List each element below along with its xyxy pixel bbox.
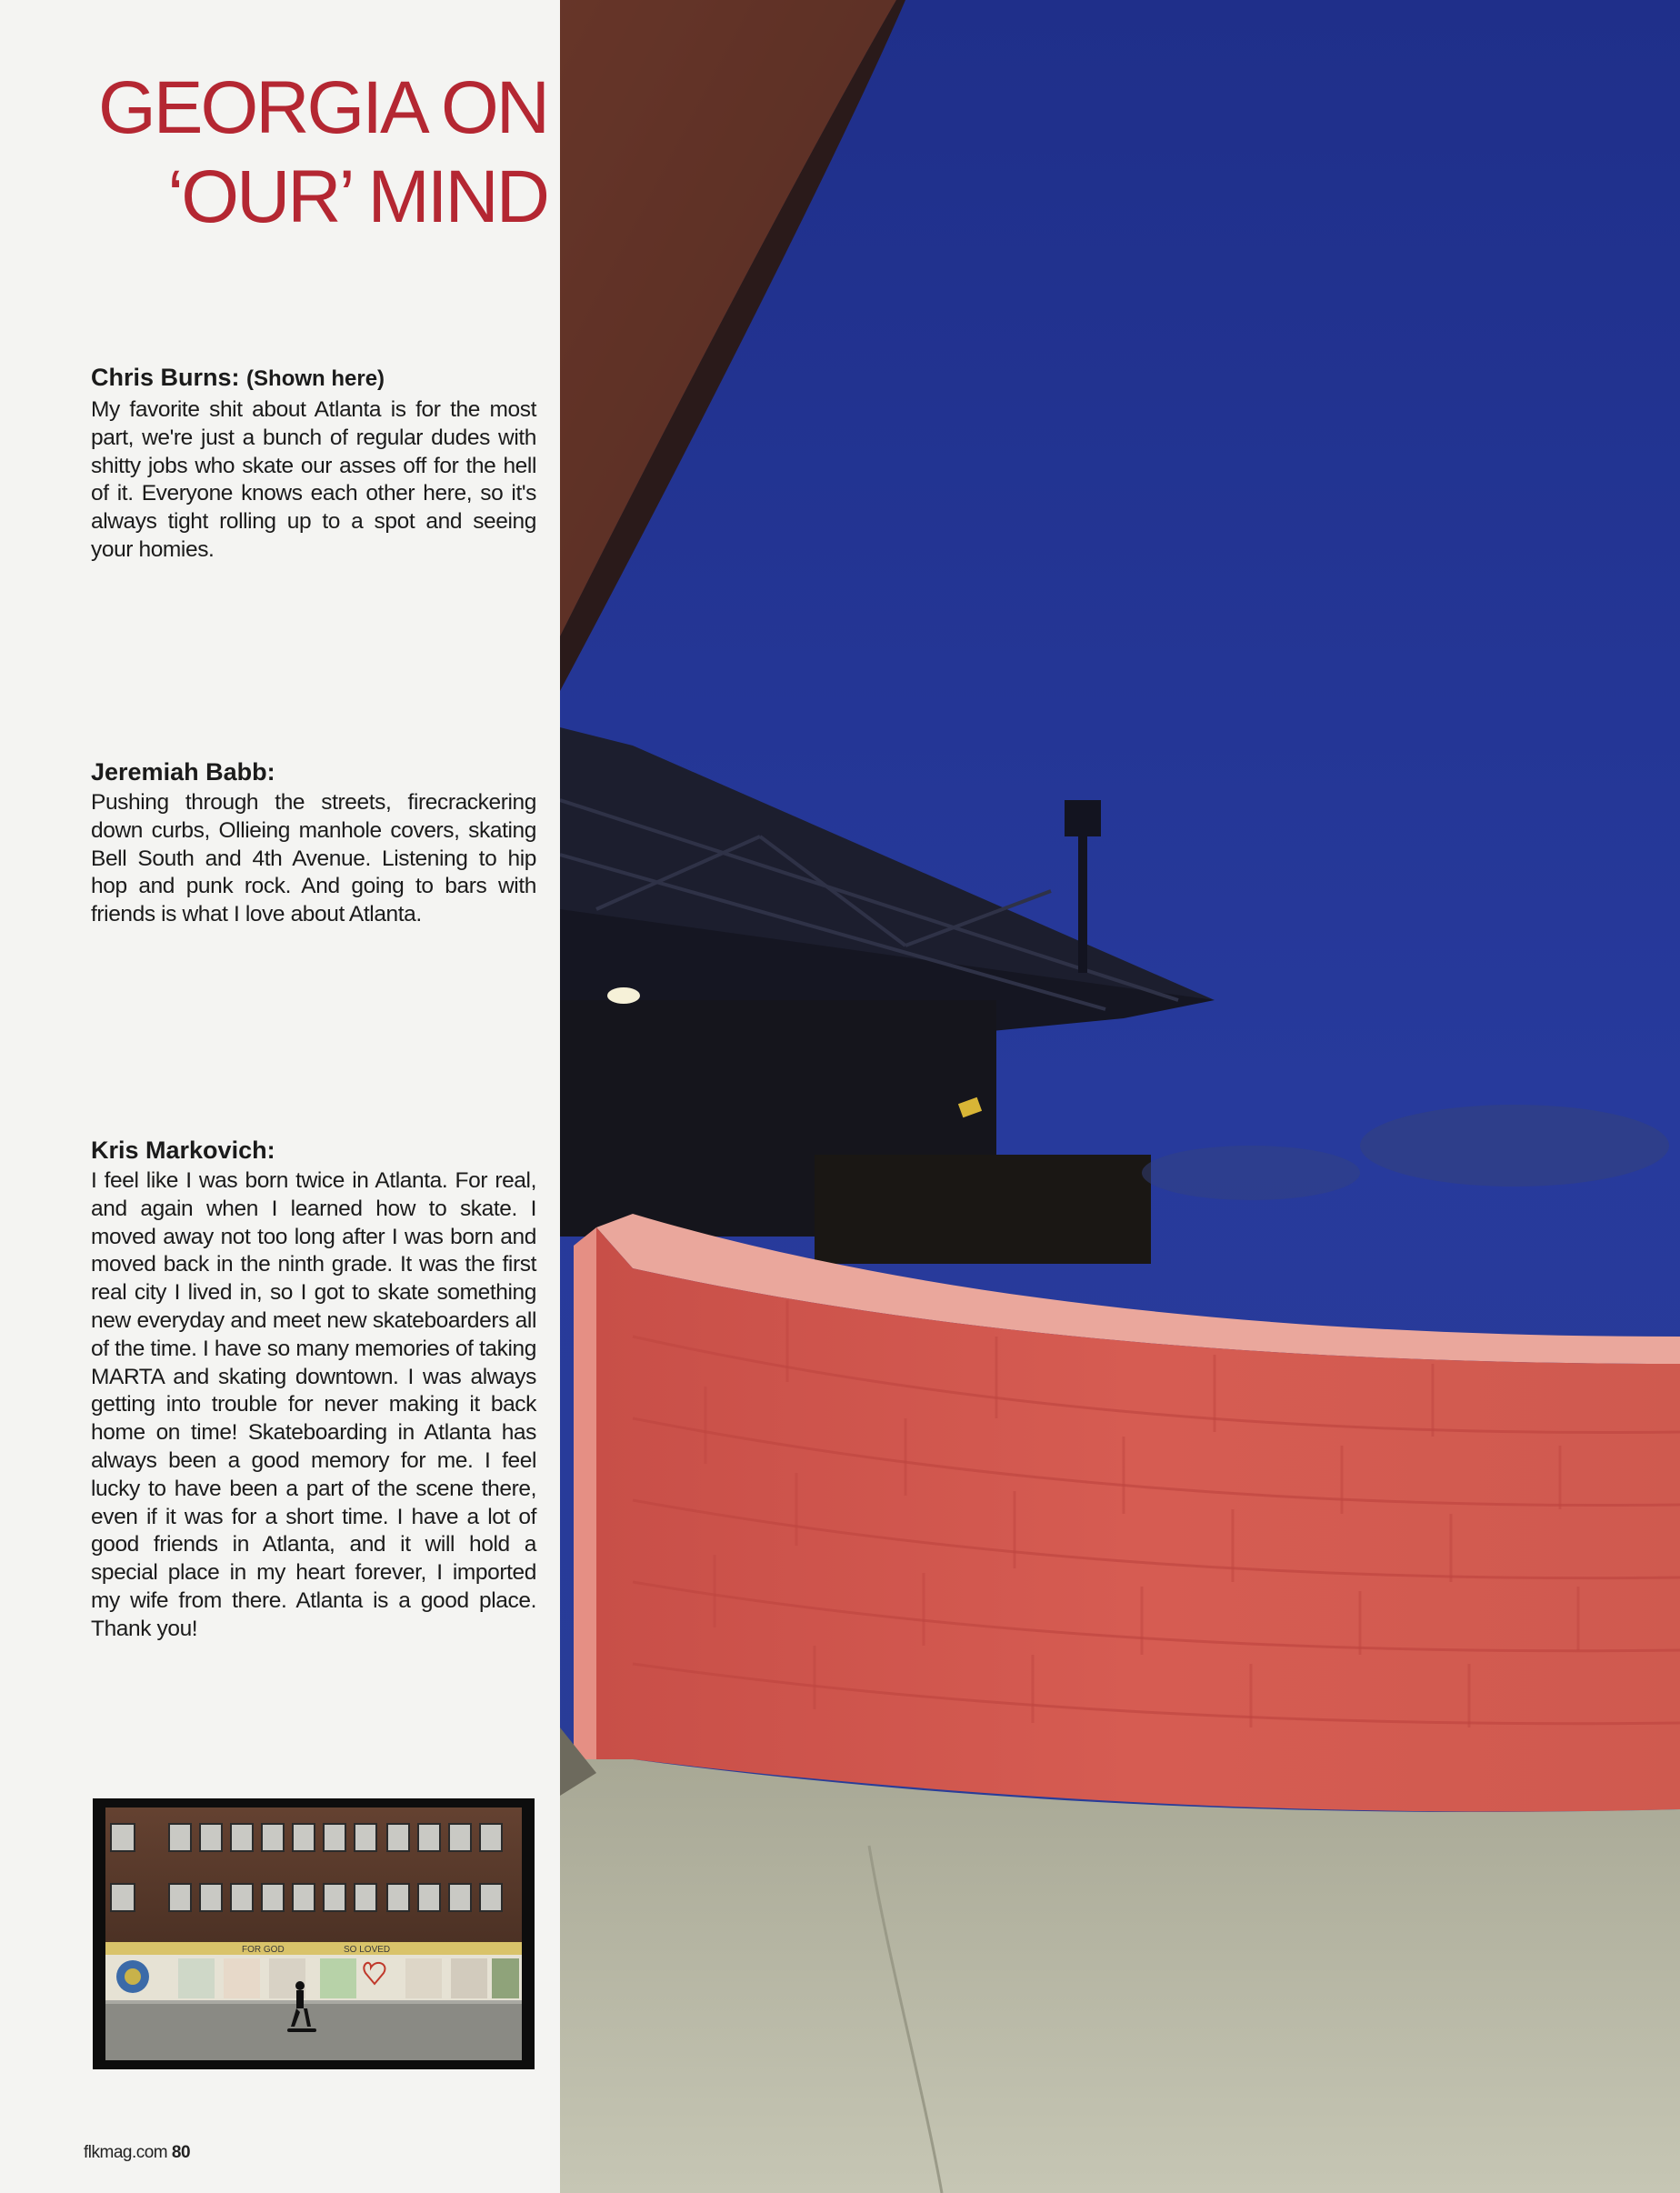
entry-name: Chris Burns: — [91, 364, 240, 391]
text-column — [0, 0, 560, 2193]
inset-photo-image — [105, 1807, 522, 2060]
page-number: 80 — [171, 2143, 191, 2162]
inset-photo — [93, 1798, 535, 2069]
mural-text-left: FOR GOD — [242, 1945, 285, 1955]
entry-jeremiah-babb — [91, 756, 536, 929]
entry-note: (Shown here) — [246, 366, 385, 391]
entry-text: Pushing through the streets, firecrackering down curbs, Ollieing manhole covers, skating Bell South and 4th Avenue. Listening to hip hop and punk rock. And going to bars with friends is what I love about Atlanta. — [91, 790, 536, 927]
entry-name: Jeremiah Babb: — [91, 758, 275, 786]
entry-kris-markovich — [91, 1135, 536, 1644]
entry-name: Kris Markovich: — [91, 1137, 275, 1164]
mural-text-right: SO LOVED — [344, 1945, 391, 1955]
entry-chris-burns — [91, 362, 536, 565]
entry-text: I feel like I was born twice in Atlanta. For real, and again when I learned how to skate. I moved away not too long after I was born and moved back in the ninth grade. It was the first real city I lived in, so I got to skate something new everyday and meet new skateboarders all of the time. I have so many memories of taking MARTA and skating downtown. I was always getting into trouble for never making it back home on time! Skateboarding in Atlanta has always been a good memory for me. I feel lucky to have been a part of the scene there, even if it was for a short time. I have a lot of good friends in Atlanta, and it will hold a special place in my heart forever, I imported my wife from there. Atlanta is a good place. Thank you! — [91, 1168, 536, 1641]
main-photo — [560, 0, 1680, 2193]
folio-site: flkmag.com — [84, 2143, 168, 2162]
headline — [45, 64, 547, 242]
entry-text: My favorite shit about Atlanta is for the most part, we're just a bunch of regular dudes with shitty jobs who skate our asses off for the hell of it. Everyone knows each other here, so it's always tight rolling up to a spot and seeing your homies. — [91, 397, 536, 562]
headline-line-2: ‘OUR’ MIND — [167, 155, 547, 238]
folio — [84, 2143, 190, 2163]
main-photo-image — [560, 0, 1680, 2193]
headline-line-1: GEORGIA ON — [98, 66, 547, 149]
